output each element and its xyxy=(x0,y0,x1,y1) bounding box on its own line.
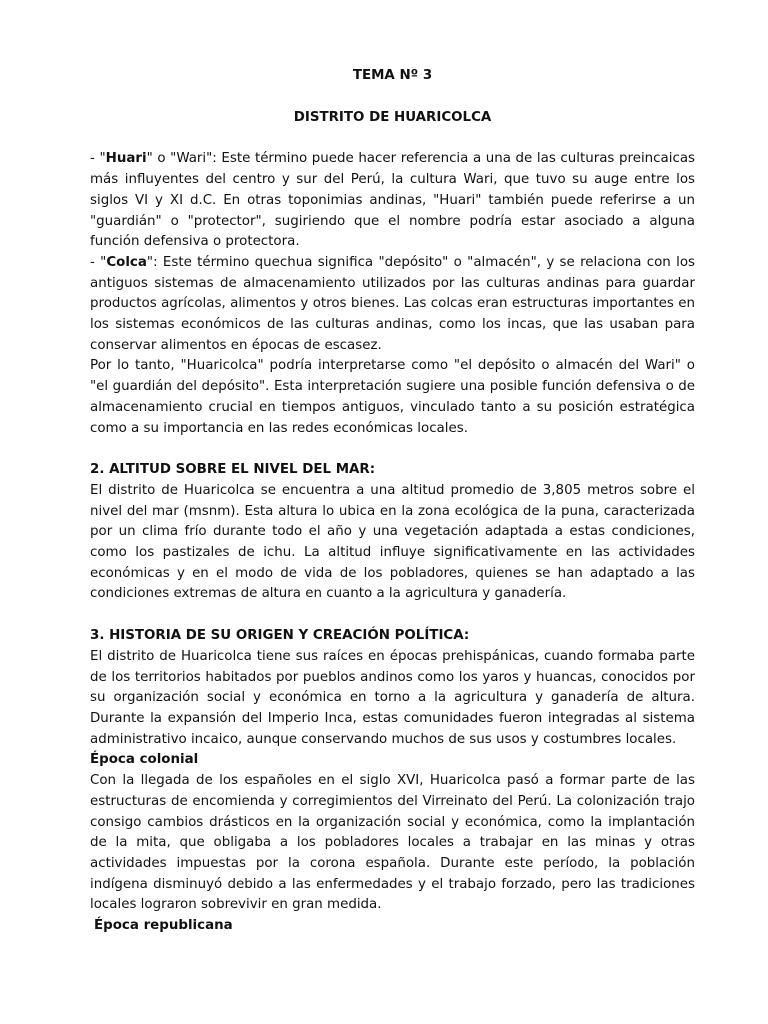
colonial-body: Con la llegada de los españoles en el siglo XVI, Huaricolca pasó a formar parte de las estructuras de encomienda y corregimientos del Virreinato del Perú. La colonización trajo consigo cambios drásticos en la organización social y económica, como la implantación de la mita, que obligaba a los pobladores locales a trabajar en las minas y otras actividades impuestas por la corona española. Durante este período, la población indígena disminuyó debido a las enfermedades y el trabajo forzado, pero las tradiciones locales lograron sobrevivir en gran medida. xyxy=(90,773,695,913)
document-subtitle: DISTRITO DE HUARICOLCA xyxy=(293,109,492,125)
colca-prefix: - " xyxy=(90,254,107,270)
section-2-body: El distrito de Huaricolca se encuentra a una altitud promedio de 3,805 metros sobre el nivel del mar (msnm). Esta altura lo ubica en la zona ecológica de la puna, caracterizada por un clima frío durante todo el año y una vegetación adaptada a estas condiciones, como los pastizales de ichu. La altitud influye significativamente en las actividades económicas y en el modo de vida de los pobladores, quienes se han adaptado a las condiciones extremas de altura en cuanto a la agricultura y ganadería. xyxy=(90,482,695,602)
huari-paragraph xyxy=(90,149,695,253)
colca-paragraph xyxy=(90,253,695,357)
colca-text: ": Este término quechua significa "depósito" o "almacén", y se relaciona con los antiguos sistemas de almacenamiento utilizados por las culturas andinas para guardar productos agrícolas, alimentos y otros bienes. Las colcas eran estructuras importantes en los sistemas económicos de las culturas andinas, como los incas, que las usaban para conservar alimentos en épocas de escasez. xyxy=(90,254,695,353)
section-2-heading: 2. ALTITUD SOBRE EL NIVEL DEL MAR: xyxy=(90,462,376,478)
conclusion-paragraph: Por lo tanto, "Huaricolca" podría interpretarse como "el depósito o almacén del Wari" o "el guardián del depósito". Esta interpretación sugiere una posible función defensiva o de almacenamiento crucial en tiempos antiguos, vinculado tanto a su posición estratégica como a su importancia en las redes económicas locales. xyxy=(90,358,695,436)
colca-term: Colca xyxy=(106,254,147,270)
section-3-body: El distrito de Huaricolca tiene sus raíces en épocas prehispánicas, cuando formaba parte de los territorios habitados por pueblos andinos como los yaros y huancas, conocidos por su organización social y económica en torno a la agricultura y ganadería de altura. Durante la expansión del Imperio Inca, estas comunidades fueron integradas al sistema administrativo incaico, aunque conservando muchos de sus usos y costumbres locales. xyxy=(90,648,695,747)
huari-prefix: - " xyxy=(90,151,106,167)
republican-heading: Época republicana xyxy=(94,918,233,934)
huari-text: " o "Wari": Este término puede hacer referencia a una de las culturas preincaicas más influyentes del centro y sur del Perú, la cultura Wari, que tuvo su auge entre los siglos VI y XI d.C. En otras toponimias andinas, "Huari" también puede referirse a un "guardián" o "protector", sugiriendo que el nombre podría estar asociado a alguna función defensiva o protectora. xyxy=(90,151,696,250)
huari-term: Huari xyxy=(105,151,147,167)
document-page xyxy=(90,66,695,937)
document-title: TEMA Nº 3 xyxy=(352,68,433,83)
etymology-block xyxy=(90,149,695,439)
colonial-heading: Época colonial xyxy=(90,752,199,768)
section-3-heading: 3. HISTORIA DE SU ORIGEN Y CREACIÓN POLÍTICA: xyxy=(90,628,470,644)
